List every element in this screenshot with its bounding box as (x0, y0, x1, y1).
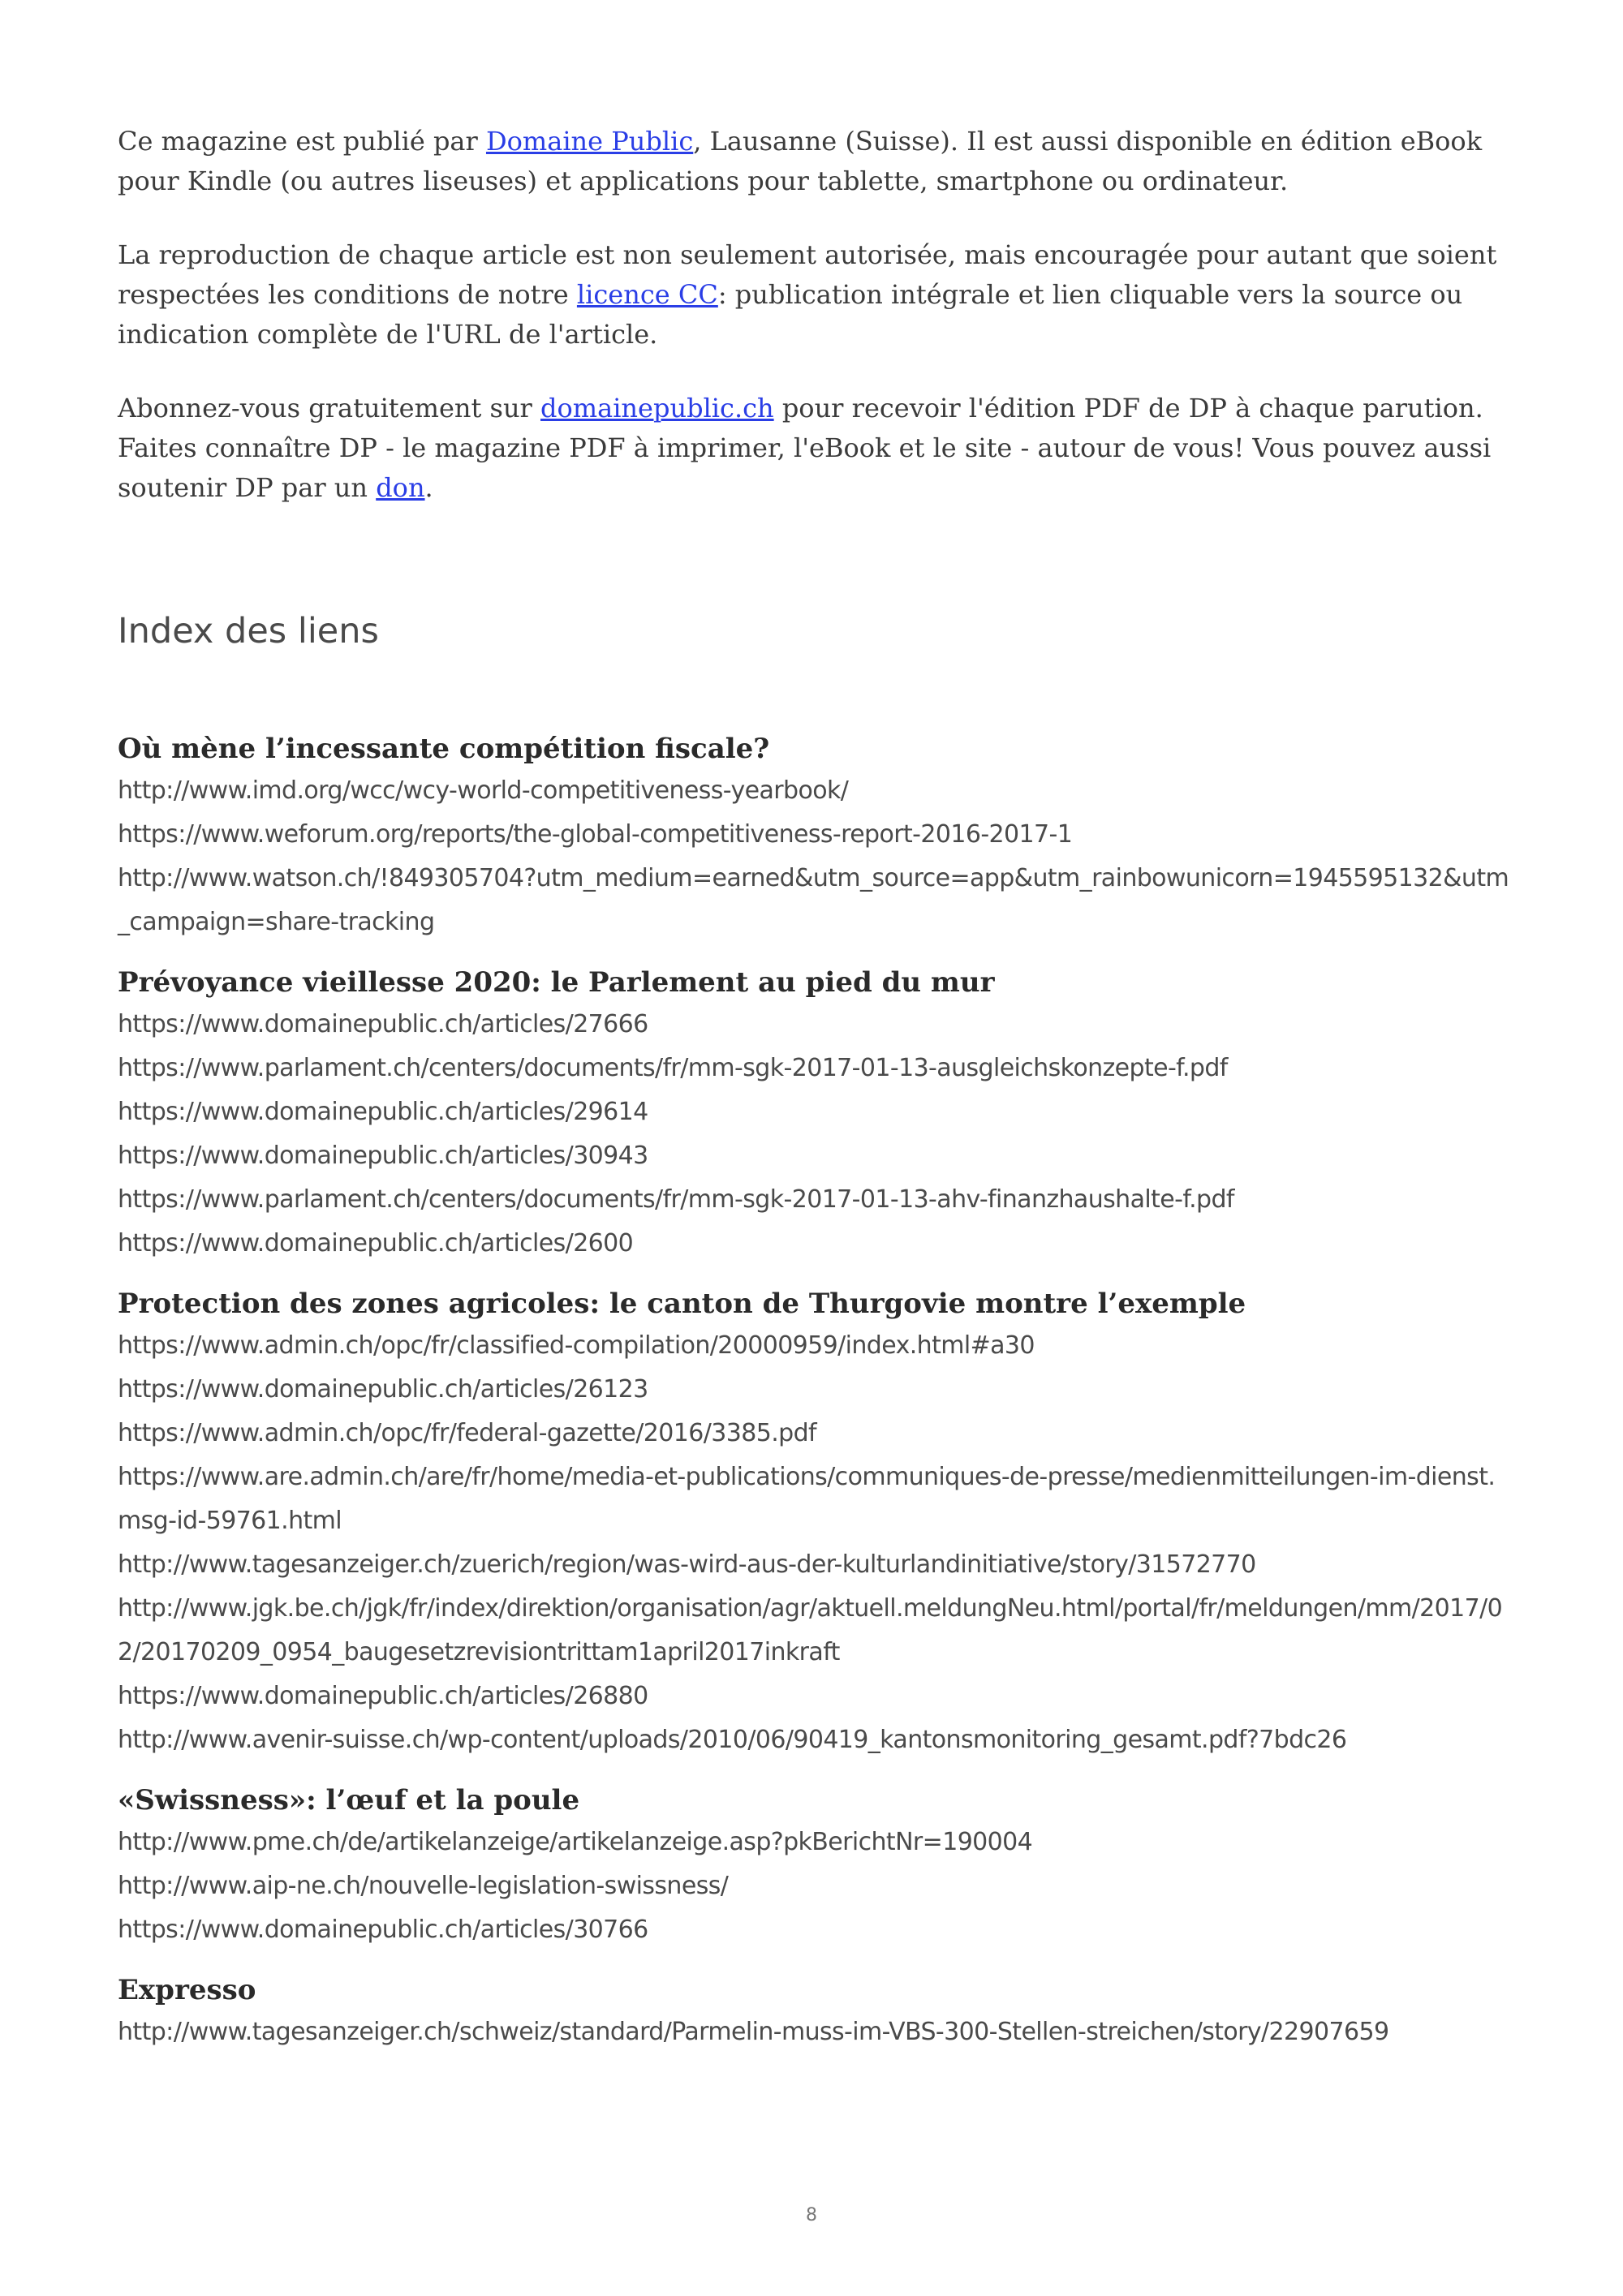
link-list (118, 1324, 1513, 1762)
link-list (118, 1003, 1513, 1266)
intro-paragraph-publisher (118, 122, 1513, 201)
link-url[interactable]: https://www.domainepublic.ch/articles/29614 (118, 1098, 648, 1126)
section-title: Où mène l’incessante compétition fiscale? (118, 733, 770, 765)
licence-cc-link[interactable]: licence CC (576, 279, 718, 310)
index-title: Index des liens (118, 611, 379, 651)
publication-info (118, 122, 1513, 508)
intro-text: La reproduction de chaque article est non seulement autorisée, mais encouragée pour autant que soient respectées les conditions de notre (118, 239, 1497, 310)
link-url[interactable]: https://www.weforum.org/reports/the-global-competitiveness-report-2016-2017-1 (118, 820, 1073, 849)
domaine-public-link[interactable]: Domaine Public (485, 126, 694, 157)
link-url[interactable]: https://www.admin.ch/opc/fr/federal-gazette/2016/3385.pdf (118, 1419, 816, 1447)
intro-paragraph-license (118, 235, 1513, 355)
link-url[interactable]: https://www.admin.ch/opc/fr/classified-compilation/20000959/index.html#a30 (118, 1331, 1035, 1360)
link-url[interactable]: https://www.domainepublic.ch/articles/26123 (118, 1375, 648, 1404)
link-url[interactable]: https://www.domainepublic.ch/articles/2600 (118, 1229, 634, 1258)
section-title: Expresso (118, 1974, 256, 2006)
link-url[interactable]: https://www.parlament.ch/centers/documents/fr/mm-sgk-2017-01-13-ausgleichskonzepte-f.pdf (118, 1054, 1228, 1082)
donation-link[interactable]: don (376, 472, 425, 503)
link-url[interactable]: http://www.jgk.be.ch/jgk/fr/index/direktion/organisation/agr/aktuell.meldungNeu.html/portal/fr/meldungen/mm/2017/02/20170209_0954_baugesetzrevisiontrittam1april2017inkraft (118, 1594, 1503, 1666)
link-url[interactable]: http://www.avenir-suisse.ch/wp-content/uploads/2010/06/90419_kantonsmonitoring_gesamt.pdf?7bdc26 (118, 1726, 1347, 1754)
link-url[interactable]: http://www.imd.org/wcc/wcy-world-competitiveness-yearbook/ (118, 776, 849, 805)
intro-text: Ce magazine est publié par (118, 126, 486, 157)
section-title: Protection des zones agricoles: le canton de Thurgovie montre l’exemple (118, 1288, 1246, 1320)
page-number: 8 (806, 2205, 817, 2225)
link-section (118, 1283, 1513, 1762)
link-index (118, 729, 1513, 2054)
link-section (118, 1780, 1513, 1952)
link-url[interactable]: http://www.tagesanzeiger.ch/zuerich/region/was-wird-aus-der-kulturlandinitiative/story/31572770 (118, 1550, 1256, 1579)
intro-text: : publication intégrale et lien cliquable vers la source ou indication complète de l'URL de l'article. (118, 279, 1463, 350)
link-list (118, 769, 1513, 944)
link-section (118, 962, 1513, 1266)
domainepublic-link[interactable]: domainepublic.ch (540, 393, 774, 424)
section-title: Prévoyance vieillesse 2020: le Parlement au pied du mur (118, 966, 995, 999)
link-url[interactable]: https://www.domainepublic.ch/articles/30943 (118, 1142, 648, 1170)
link-list (118, 2010, 1513, 2054)
link-url[interactable]: http://www.pme.ch/de/artikelanzeige/artikelanzeige.asp?pkBerichtNr=190004 (118, 1828, 1033, 1856)
link-section (118, 1970, 1513, 2054)
intro-text: Abonnez-vous gratuitement sur (118, 393, 541, 424)
link-url[interactable]: https://www.domainepublic.ch/articles/30766 (118, 1915, 648, 1944)
link-url[interactable]: https://www.parlament.ch/centers/documents/fr/mm-sgk-2017-01-13-ahv-finanzhaushalte-f.pdf (118, 1185, 1234, 1214)
link-section (118, 729, 1513, 944)
intro-text: pour recevoir l'édition PDF de DP à chaque parution. Faites connaître DP - le magazine PDF à imprimer, l'eBook et le site - autour de vous! Vous pouvez aussi soutenir DP par un (118, 393, 1492, 503)
intro-text: . (424, 472, 433, 503)
link-list (118, 1821, 1513, 1952)
section-title: «Swissness»: l’œuf et la poule (118, 1784, 580, 1817)
document-page (118, 122, 1513, 2072)
link-url[interactable]: http://www.aip-ne.ch/nouvelle-legislation-swissness/ (118, 1872, 729, 1900)
link-url[interactable]: http://www.watson.ch/!849305704?utm_medium=earned&utm_source=app&utm_rainbowunicorn=1945595132&utm_campaign=share-tracking (118, 864, 1509, 936)
link-url[interactable]: https://www.domainepublic.ch/articles/26880 (118, 1682, 648, 1710)
link-url[interactable]: https://www.domainepublic.ch/articles/27666 (118, 1010, 648, 1038)
intro-paragraph-subscribe (118, 389, 1513, 508)
link-url[interactable]: https://www.are.admin.ch/are/fr/home/media-et-publications/communiques-de-presse/medienmitteilungen-im-dienst.msg-id-59761.html (118, 1463, 1496, 1535)
intro-text: , Lausanne (Suisse). Il est aussi disponible en édition eBook pour Kindle (ou autres liseuses) et applications pour tablette, smartphone ou ordinateur. (118, 126, 1483, 196)
link-url[interactable]: http://www.tagesanzeiger.ch/schweiz/standard/Parmelin-muss-im-VBS-300-Stellen-streichen/story/22907659 (118, 2018, 1389, 2046)
